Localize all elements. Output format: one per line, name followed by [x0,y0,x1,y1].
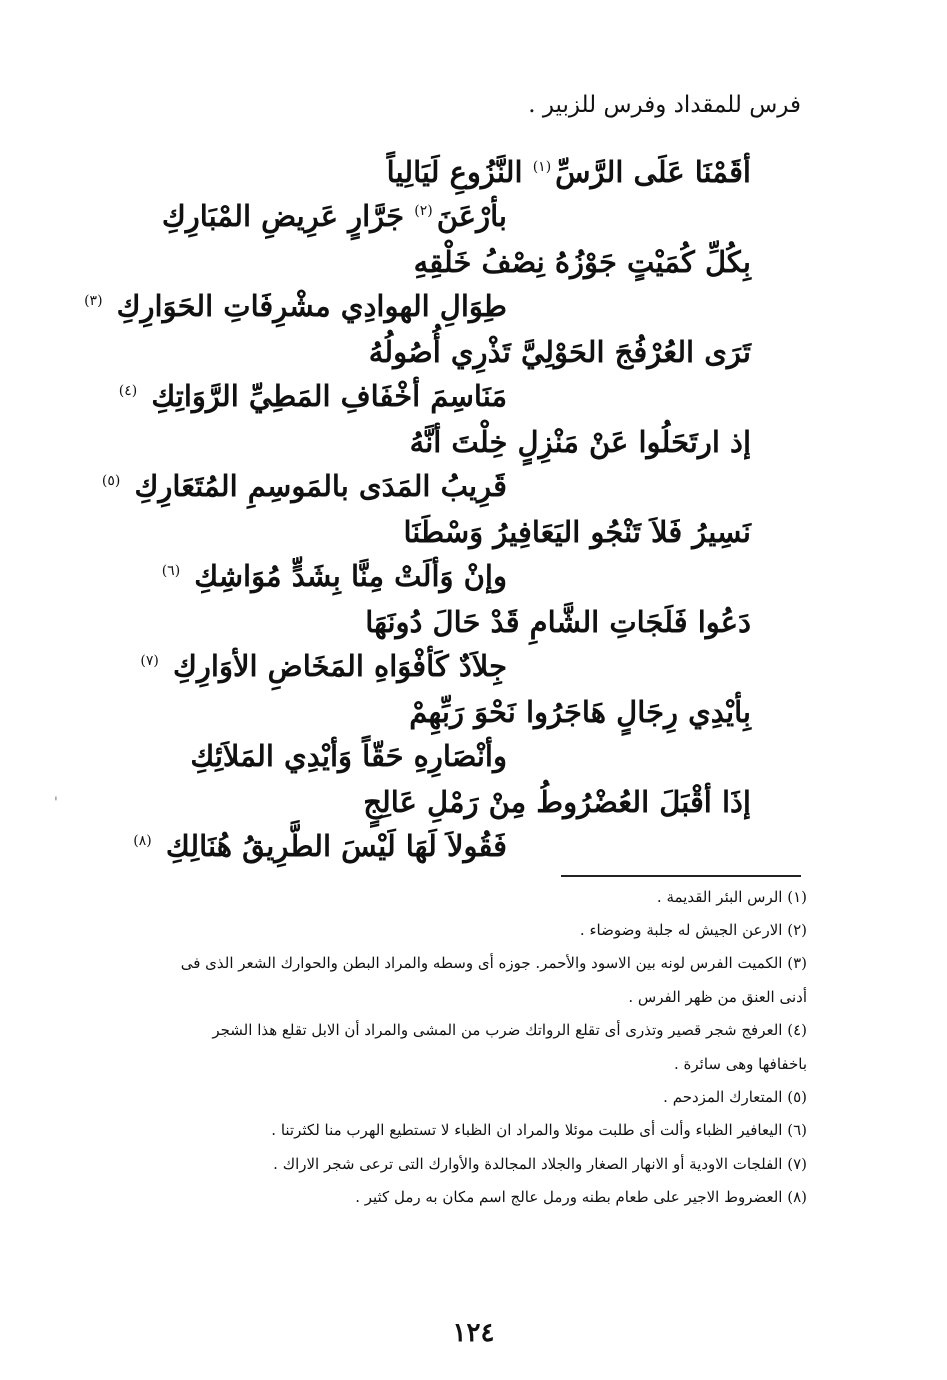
verse-2-footnote-marker: (٣) [84,293,103,310]
verse-1-second-start: بأرْعَنَ [436,199,507,233]
verse-1-footnote-marker-2: (٢) [414,203,433,220]
verse-4-first-hemistich: إذ ارتَحَلُوا عَنْ مَنْزِلٍ خِلْتَ أنَّهُ [409,425,751,459]
page-number: ١٢٤ [452,1318,495,1348]
verse-6-first-hemistich: دَعُوا فَلَجَاتِ الشَّامِ قَدْ حَالَ دُونَهَا [365,605,751,639]
footnote-divider [561,875,801,877]
verse-5-footnote-marker: (٦) [161,563,181,580]
verse-1-first-end: النَّزُوعِ لَيَالِياً [386,155,523,189]
verse-6-second-text: جِلاَدٌ كَأفْوَاهِ المَخَاضِ الأوَارِكِ [172,649,507,683]
footnote-5: (٥) المتعارك المزدحم . [663,1088,807,1106]
footnote-1: (١) الرس البئر القديمة . [656,888,807,906]
verse-7-second-hemistich: وأنْصَارِهِ حَقّاً وَأيْدِي المَلاَئِكِ [190,739,507,773]
verse-1-second-end: جَرَّارٍ عَرِيضِ المْبَارِكِ [161,199,405,233]
verse-1-first-start: أقَمْنَا عَلَى الرَّسِّ [555,155,751,189]
verse-3-first-hemistich: تَرَى العُرْفُجَ الحَوْلِيَّ تَذْرِي أُصُولُهُ [368,335,751,369]
verse-3-second-text: مَنَاسِمَ أخْفَافِ المَطِيِّ الرَّوَاتِكِ [151,379,507,413]
verse-8-footnote-marker: (٨) [133,833,152,850]
footnote-8: (٨) العضروط الاجير على طعام بطنه ورمل عالج اسم مكان به رمل كثير . [355,1188,807,1206]
verse-6-footnote-marker: (٧) [140,653,159,670]
footnote-4: (٤) العرفج شجر قصير وتذرى أى تقلع الرواتك ضرب من المشى والمراد أن الابل تقلع هذا الشجر [212,1021,807,1039]
verse-6-second-hemistich [140,649,507,683]
verse-1-second-hemistich [161,199,507,233]
verse-5-first-hemistich: نَسِيرُ فَلاَ تَنْجُو اليَعَافِيرُ وَسْطَنَا [403,515,751,549]
footnote-3: (٣) الكميت الفرس لونه بين الاسود والأحمر. جوزه أى وسطه والمراد البطن والحوارك الشعر الذى فى [180,954,807,972]
verse-5-second-text: وإنْ وَألَتْ مِنَّا بِشَدٍّ مُوَاشِكِ [194,559,507,593]
verse-7-first-hemistich: بِأيْدِي رِجَالٍ هَاجَرُوا نَحْوَ رَبِّهِمْ [409,695,751,729]
footnote-7: (٧) الفلجات الاودية أو الانهار الصغار والجلاد المجالدة والأوارك التى ترعى شجر الاراك . [273,1155,807,1173]
verse-2-first-hemistich: بِكُلِّ كُمَيْتٍ جَوْزُهُ نِصْفُ خَلْقِهِ [413,245,751,279]
footnote-4-continued: باخفافها وهى سائرة . [673,1055,807,1073]
verse-8-first-hemistich: إذَا أقْبَلَ العُضْرُوطُ مِنْ رَمْلِ عَالِجٍ [363,785,751,819]
verse-3-second-hemistich [118,379,507,413]
verse-2-second-text: طِوَالِ الهوادِي مشْرِفَاتِ الحَوَارِكِ [116,289,507,323]
verse-8-second-text: فَقُولاَ لَهَا لَيْسَ الطَّرِيقُ هُنَالِكِ [165,829,507,863]
intro-line: فرس للمقداد وفرس للزبير . [528,92,801,118]
verse-5-second-hemistich [161,559,507,593]
verse-2-second-hemistich [84,289,507,323]
verse-8-second-hemistich [133,829,507,863]
verse-4-second-hemistich [101,469,507,503]
verse-1-footnote-marker-1: (١) [532,159,552,176]
footnote-2: (٢) الارعن الجيش له جلبة وضوضاء . [579,921,807,939]
verse-1-first-hemistich [386,155,751,189]
verse-4-footnote-marker: (٥) [101,473,121,490]
scan-speck: ' [54,795,58,811]
verse-4-second-text: قَرِيبُ المَدَى بالمَوسِمِ المُتَعَارِكِ [134,469,507,503]
footnote-3-continued: أدنى العنق من ظهر الفرس . [628,988,807,1006]
footnote-6: (٦) اليعافير الظباء وألت أى طلبت موئلا والمراد ان الظباء لا تستطيع الهرب منا لكثرتنا . [271,1121,807,1139]
verse-3-footnote-marker: (٤) [118,383,138,400]
